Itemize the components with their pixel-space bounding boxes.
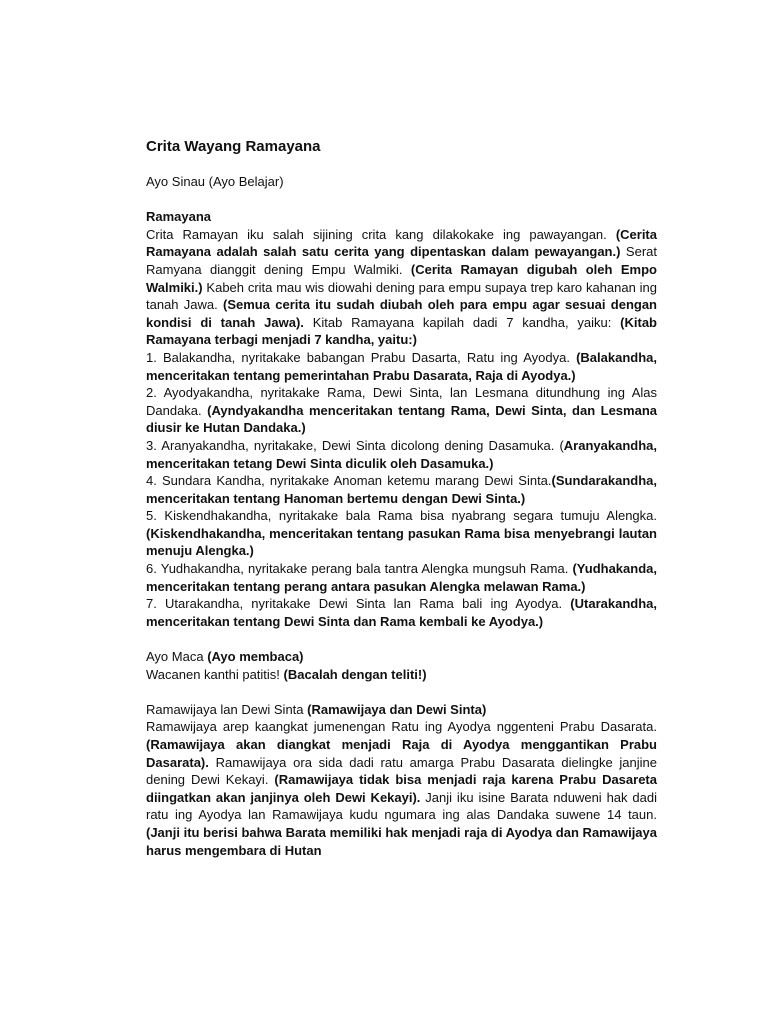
javanese-text: 6. Yudhakandha, nyritakake perang bala tantra Alengka mungsuh Rama. <box>146 561 573 577</box>
translation-text: (Semua cerita itu sudah diubah oleh para empu agar sesuai dengan kondisi di tanah Jawa). <box>146 297 657 330</box>
translation-text: (Janji itu berisi bahwa Barata memiliki hak menjadi raja di Ayodya dan Ramawijaya harus mengembara di Hutan <box>146 824 657 858</box>
kandha-list <box>146 349 657 631</box>
spacer <box>146 683 657 701</box>
ayo-maca-line <box>146 648 657 666</box>
translation-text: (Ramawijaya akan diangkat menjadi Raja di Ayodya menggantikan Prabu Dasarata). <box>146 737 657 770</box>
javanese-text: Ayo Maca <box>146 649 208 665</box>
translation-text: (Yudhakanda, menceritakan tentang perang antara pasukan Alengka melawan Rama.) <box>146 561 657 594</box>
javanese-text: Kabeh crita mau wis diowahi dening para empu supaya trep karo kahanan ing tanah Jawa. <box>146 279 657 313</box>
javanese-text: Ramawijaya lan Dewi Sinta <box>146 701 308 717</box>
spacer <box>146 191 657 209</box>
spacer <box>146 630 657 648</box>
javanese-text: Crita Ramayan iku salah sijining crita kang dilakokake ing pawayangan. <box>146 226 616 242</box>
list-item <box>146 349 657 384</box>
javanese-text: 3. Aranyakandha, nyritakake, Dewi Sinta dicolong dening Dasamuka. ( <box>146 437 564 453</box>
list-item <box>146 437 657 472</box>
list-item <box>146 507 657 560</box>
translation-text: (Kitab Ramayana terbagi menjadi 7 kandha, yaitu:) <box>146 314 657 348</box>
ramayana-heading: Ramayana <box>146 209 212 225</box>
story-body <box>146 718 657 859</box>
translation-text: (Cerita Ramayan digubah oleh Empo Walmiki.) <box>146 261 657 295</box>
javanese-text: Kitab Ramayana kapilah dadi 7 kandha, yaiku: <box>303 314 621 330</box>
story-heading <box>146 701 657 719</box>
list-item <box>146 595 657 630</box>
javanese-text: Ramawijaya arep kaangkat jumenengan Ratu ing Ayodya nggenteni Prabu Dasarata. <box>146 719 657 735</box>
javanese-text: 2. Ayodyakandha, nyritakake Rama, Dewi Sinta, lan Lesmana ditundhung ing Alas Dandaka. <box>146 385 657 418</box>
translation-text: (Ramawijaya tidak bisa menjadi raja karena Prabu Dasareta diingatkan akan janjinya oleh Dewi Kekayi). <box>146 772 657 805</box>
translation-text: (Ayo membaca) <box>207 649 304 665</box>
list-item <box>146 384 657 437</box>
translation-text: (Balakandha, menceritakan tentang pemerintahan Prabu Dasarata, Raja di Ayodya.) <box>146 349 657 383</box>
translation-text: (Kiskendhakandha, menceritakan tentang pasukan Rama bisa menyebrangi lautan menuju Alengka.) <box>146 525 657 559</box>
javanese-text: Serat Ramyana dianggit dening Empu Walmiki. <box>146 244 658 277</box>
javanese-text: 5. Kiskendhakandha, nyritakake bala Rama bisa nyabrang segara tumuju Alengka. <box>146 508 657 524</box>
section-ayo-sinau: Ayo Sinau (Ayo Belajar) <box>146 174 284 189</box>
document-page <box>146 138 657 859</box>
section-ramayana-heading <box>146 208 657 226</box>
translation-text: (Utarakandha, menceritakan tentang Dewi Sinta dan Rama kembali ke Ayodya.) <box>146 596 657 629</box>
list-item <box>146 472 657 507</box>
translation-text: Aranyakandha, menceritakan tetang Dewi Sinta diculik oleh Dasamuka.) <box>146 437 657 471</box>
ramayana-intro <box>146 226 657 349</box>
translation-text: (Cerita Ramayana adalah salah satu cerita yang dipentaskan dalam pewayangan.) <box>146 226 657 260</box>
javanese-text: Ramawijaya ora sida dadi ratu amarga Prabu Dasarata dielingke janjine dening Dewi Kekayi. <box>146 754 657 788</box>
translation-text: (Ayndyakandha menceritakan tentang Rama, Dewi Sinta, dan Lesmana diusir ke Hutan Dandaka.) <box>146 402 657 436</box>
javanese-text: 1. Balakandha, nyritakake babangan Prabu Dasarta, Ratu ing Ayodya. <box>146 349 577 365</box>
javanese-text: Janji iku isine Barata nduweni hak dadi ratu ing Ayodya lan Ramawijaya kudu ngumara ing alas Dandaka suwene 14 taun. <box>146 789 658 823</box>
page-title: Crita Wayang Ramayana <box>146 138 321 155</box>
translation-text: (Bacalah dengan teliti!) <box>283 666 427 682</box>
list-item <box>146 560 657 595</box>
wacanen-line <box>146 666 657 684</box>
translation-text: (Sundarakandha, menceritakan tentang Hanoman bertemu dengan Dewi Sinta.) <box>146 473 657 506</box>
javanese-text: 7. Utarakandha, nyritakake Dewi Sinta lan Rama bali ing Ayodya. <box>146 596 571 612</box>
javanese-text: Wacanen kanthi patitis! <box>146 666 284 682</box>
javanese-text: 4. Sundara Kandha, nyritakake Anoman ketemu marang Dewi Sinta. <box>146 473 552 489</box>
translation-text: (Ramawijaya dan Dewi Sinta) <box>307 701 487 717</box>
